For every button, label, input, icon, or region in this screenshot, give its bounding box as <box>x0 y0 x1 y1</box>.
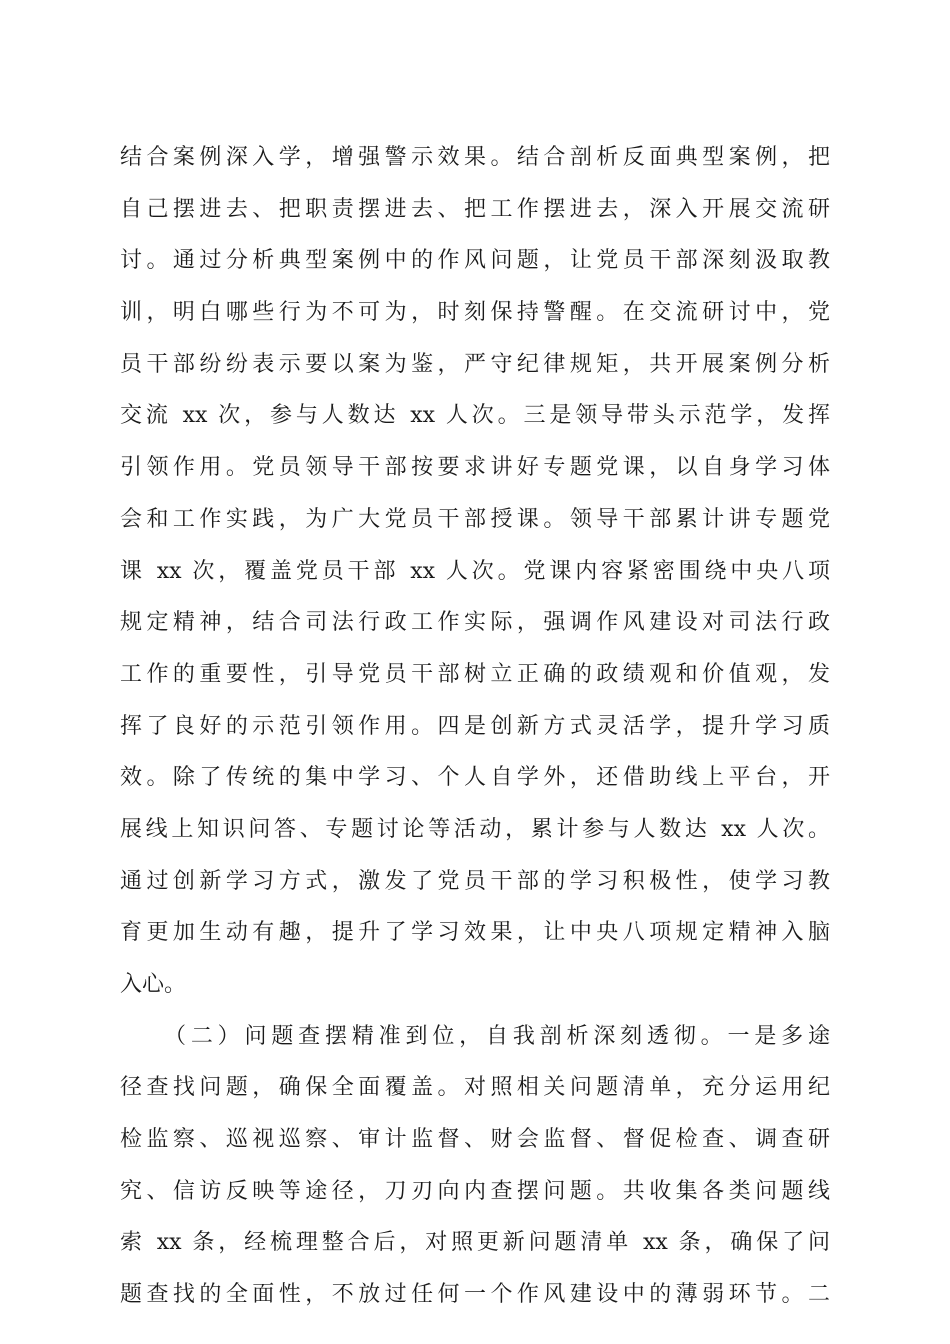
text-line: 课 xx 次，覆盖党员干部 xx 人次。党课内容紧密围绕中央八项 <box>120 558 830 584</box>
text-line: 训，明白哪些行为不可为，时刻保持警醒。在交流研讨中，党 <box>120 300 830 326</box>
section-heading-line: （二）问题查摆精准到位，自我剖析深刻透彻。一是多途 <box>164 1023 830 1049</box>
text-line: 规定精神，结合司法行政工作实际，强调作风建设对司法行政 <box>120 610 830 636</box>
text-line: 入心。 <box>120 972 187 997</box>
text-line: 工作的重要性，引导党员干部树立正确的政绩观和价值观，发 <box>120 661 830 687</box>
text-line: 育更加生动有趣，提升了学习效果，让中央八项规定精神入脑 <box>120 920 830 946</box>
text-line: 结合案例深入学，增强警示效果。结合剖析反面典型案例，把 <box>120 145 830 170</box>
text-line: 自己摆进去、把职责摆进去、把工作摆进去，深入开展交流研 <box>120 196 830 222</box>
text-line: 讨。通过分析典型案例中的作风问题，让党员干部深刻汲取教 <box>120 248 830 274</box>
text-line: 会和工作实践，为广大党员干部授课。领导干部累计讲专题党 <box>120 506 830 532</box>
text-line: 径查找问题，确保全面覆盖。对照相关问题清单，充分运用纪 <box>120 1075 830 1101</box>
text-line: 题查找的全面性，不放过任何一个作风建设中的薄弱环节。二 <box>120 1282 830 1308</box>
text-line: 展线上知识问答、专题讨论等活动，累计参与人数达 xx 人次。 <box>120 816 830 842</box>
body-text <box>120 132 830 1321</box>
text-line: 究、信访反映等途径，刀刃向内查摆问题。共收集各类问题线 <box>120 1178 830 1204</box>
text-line: 引领作用。党员领导干部按要求讲好专题党课，以自身学习体 <box>120 455 830 481</box>
text-line: 通过创新学习方式，激发了党员干部的学习积极性，使学习教 <box>120 868 830 894</box>
text-line: 索 xx 条，经梳理整合后，对照更新问题清单 xx 条，确保了问 <box>120 1230 830 1256</box>
text-line: 交流 xx 次，参与人数达 xx 人次。三是领导带头示范学，发挥 <box>120 403 830 429</box>
text-line: 员干部纷纷表示要以案为鉴，严守纪律规矩，共开展案例分析 <box>120 351 830 377</box>
text-line: 效。除了传统的集中学习、个人自学外，还借助线上平台，开 <box>120 765 830 791</box>
text-line: 挥了良好的示范引领作用。四是创新方式灵活学，提升学习质 <box>120 713 830 739</box>
text-line: 检监察、巡视巡察、审计监督、财会监督、督促检查、调查研 <box>120 1127 830 1153</box>
